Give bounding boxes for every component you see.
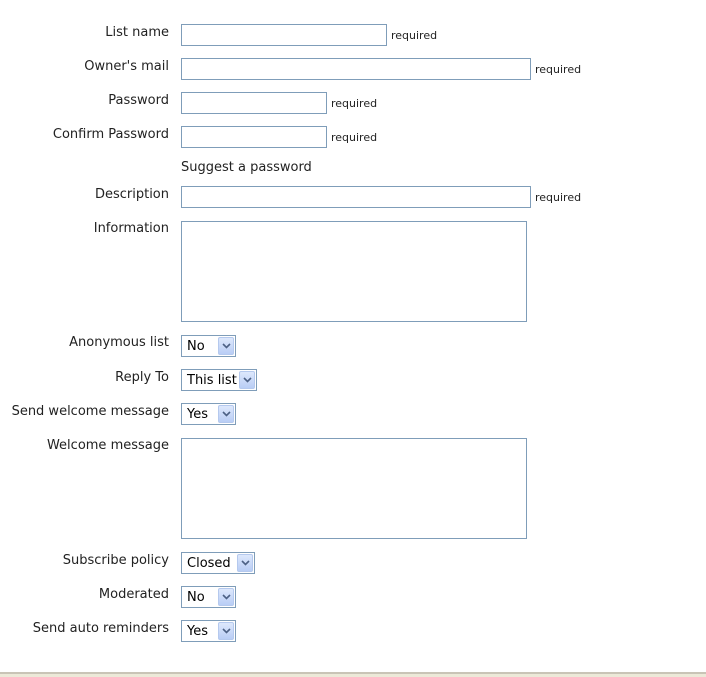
information-label: Information xyxy=(93,221,169,236)
password-required: required xyxy=(331,97,378,110)
send-welcome-label: Send welcome message xyxy=(11,404,169,419)
anonymous-list-value: No xyxy=(187,338,205,354)
welcome-message-label: Welcome message xyxy=(46,438,169,453)
password-input[interactable] xyxy=(181,92,327,114)
chevron-down-icon[interactable] xyxy=(237,554,253,572)
subscribe-policy-select[interactable] xyxy=(181,552,255,574)
anonymous-list-select[interactable] xyxy=(181,335,236,357)
subscribe-policy-label: Subscribe policy xyxy=(62,553,169,568)
moderated-select[interactable] xyxy=(181,586,236,608)
owner-mail-required: required xyxy=(535,63,582,76)
send-welcome-select[interactable] xyxy=(181,403,236,425)
description-input[interactable] xyxy=(181,186,531,208)
confirm-password-required: required xyxy=(331,131,378,144)
chevron-down-icon[interactable] xyxy=(218,405,234,423)
chevron-down-icon[interactable] xyxy=(218,337,234,355)
anonymous-list-label: Anonymous list xyxy=(69,335,169,350)
moderated-value: No xyxy=(187,589,205,605)
subscribe-policy-value: Closed xyxy=(187,555,231,571)
chevron-down-icon[interactable] xyxy=(239,371,255,389)
confirm-password-input[interactable] xyxy=(181,126,327,148)
send-auto-reminders-label: Send auto reminders xyxy=(32,621,169,636)
moderated-label: Moderated xyxy=(98,587,169,602)
send-auto-reminders-select[interactable] xyxy=(181,620,236,642)
description-required: required xyxy=(535,191,582,204)
information-textarea[interactable] xyxy=(181,221,527,322)
owner-mail-label: Owner's mail xyxy=(84,59,169,74)
reply-to-select[interactable] xyxy=(181,369,257,391)
list-name-required: required xyxy=(391,29,438,42)
description-label: Description xyxy=(94,187,169,202)
password-label: Password xyxy=(108,93,169,108)
reply-to-label: Reply To xyxy=(115,370,169,385)
send-auto-reminders-value: Yes xyxy=(187,623,208,639)
owner-mail-input[interactable] xyxy=(181,58,531,80)
suggest-password-link[interactable]: Suggest a password xyxy=(181,160,312,175)
confirm-password-label: Confirm Password xyxy=(52,127,169,142)
chevron-down-icon[interactable] xyxy=(218,622,234,640)
welcome-message-textarea[interactable] xyxy=(181,438,527,539)
reply-to-value: This list xyxy=(187,372,237,388)
send-welcome-value: Yes xyxy=(187,406,208,422)
list-name-input[interactable] xyxy=(181,24,387,46)
list-name-label: List name xyxy=(105,25,169,40)
chevron-down-icon[interactable] xyxy=(218,588,234,606)
